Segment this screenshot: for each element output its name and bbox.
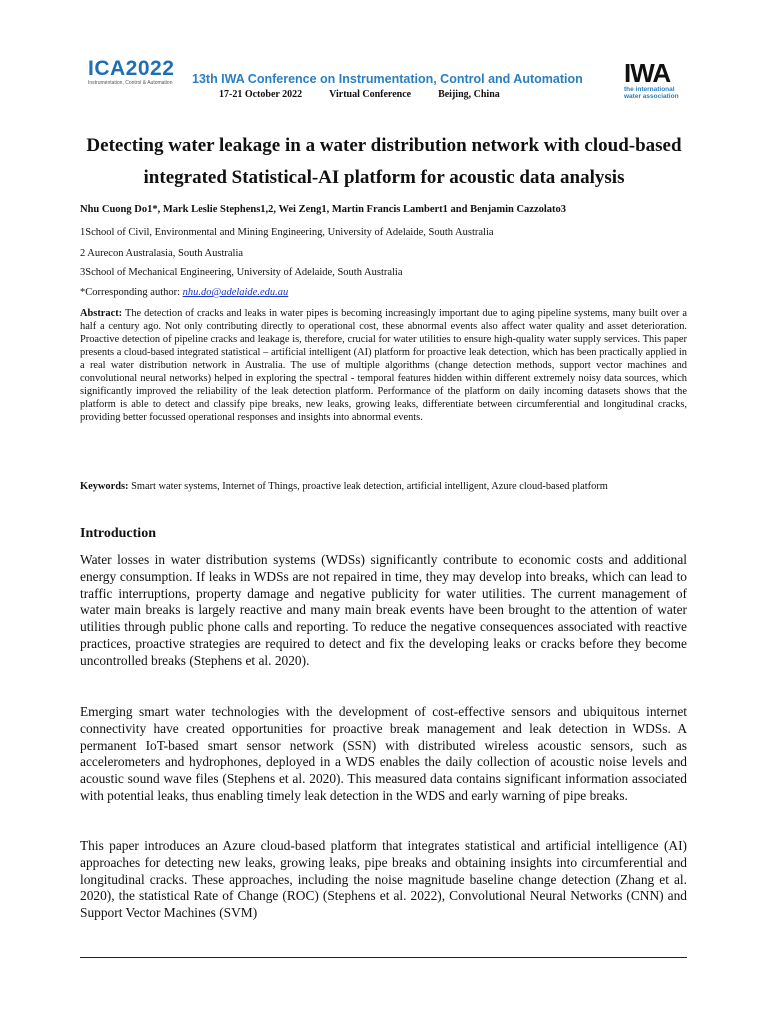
affiliation-1: 1School of Civil, Environmental and Mining Engineering, University of Adelaide, South Australia bbox=[80, 227, 494, 238]
iwa-tagline-1: the international bbox=[624, 86, 675, 93]
conference-title: 13th IWA Conference on Instrumentation, Control and Automation bbox=[192, 72, 583, 86]
conference-mode: Virtual Conference bbox=[329, 89, 412, 100]
paper-title: Detecting water leakage in a water distribution network with cloud-based integrated Statistical-AI platform for acoustic data analysis bbox=[86, 135, 682, 188]
keywords-label: Keywords: bbox=[80, 481, 129, 492]
introduction-heading: Introduction bbox=[80, 526, 156, 541]
intro-paragraph-1: Water losses in water distribution systems (WDSs) significantly contribute to economic costs and additional energy consumption. If leaks in WDSs are not repaired in time, they may develop into breaks, which can lead to traffic interruptions, property damage and negative publicity for water utilities. The current management of water main breaks is largely reactive and many main break events have been brought to the attention of water utilities through public phone calls and reporting. To reduce the negative consequences associated with reactive practices, proactive strategies are required to detect and fix the developing leaks or cracks before they become uncontrolled breaks (Stephens et al. 2020). bbox=[80, 552, 687, 668]
corresponding-email-link[interactable]: nhu.do@adelaide.edu.au bbox=[182, 287, 289, 298]
corresponding-author bbox=[80, 287, 688, 298]
affiliation-3: 3School of Mechanical Engineering, University of Adelaide, South Australia bbox=[80, 267, 403, 278]
intro-paragraph-3: This paper introduces an Azure cloud-based platform that integrates statistical and artificial intelligence (AI) approaches for detecting new leaks, growing leaks, pipe breaks and obtaining insights into circumferential and longitudinal cracks. These approaches, including the noise magnitude baseline change detection (Zhang et al. 2020), the statistical Rate of Change (ROC) (Stephens et al. 2022), Convolutional Neural Networks (CNN) and Support Vector Machines (SVM) bbox=[80, 838, 687, 921]
abstract-label: Abstract: bbox=[80, 308, 123, 319]
ica2022-logo bbox=[88, 58, 178, 100]
conference-location: Beijing, China bbox=[438, 89, 500, 100]
intro-paragraph-2: Emerging smart water technologies with the development of cost-effective sensors and ubiquitous internet connectivity have created opportunities for proactive break management and leak detection in WDSs. A permanent IoT-based smart sensor network (SSN) with distributed wireless acoustic sensors, such as accelerometers and hydrophones, deployed in a WDS enables the daily collection of acoustic noise levels and acoustic sound wave files (Stephens et al. 2020). This measured data contains significant information associated with potential leaks, thus enabling timely leak detection in the WDS and early warning of pipe breaks. bbox=[80, 704, 687, 803]
corresponding-label: *Corresponding author: bbox=[80, 287, 181, 298]
conference-info bbox=[219, 89, 500, 100]
author-list: Nhu Cuong Do1*, Mark Leslie Stephens1,2, Wei Zeng1, Martin Francis Lambert1 and Benjamin Cazzolato3 bbox=[80, 204, 567, 215]
keywords bbox=[80, 480, 687, 493]
iwa-logo bbox=[624, 60, 686, 106]
keywords-text: Smart water systems, Internet of Things, proactive leak detection, artificial intelligent, Azure cloud-based platform bbox=[131, 481, 608, 492]
ica-logo-text: ICA2022 bbox=[88, 57, 175, 80]
conference-date: 17-21 October 2022 bbox=[219, 89, 303, 100]
ica-logo-subtitle: Instrumentation, Control & Automation bbox=[88, 80, 173, 86]
abstract-text: The detection of cracks and leaks in water pipes is becoming increasingly important due to aging pipeline systems, many built over a half a century ago. Not only contributing directly to operational cost, these abnormal events also affect water quality and asset deterioration. Proactive detection of pipeline cracks and leakage is, therefore, crucial for water utilities to ensure high-quality water supply services. This paper presents a cloud-based integrated statistical – artificial intelligent (AI) platform for proactive leak detection, which has been practically applied in a real water distribution network in Australia. The use of multiple algorithms (change detection methods, support vector machines and convolutional neural networks) helped in exploring the spectral - temporal features hidden within different extremely noisy data sources, which significantly improved the reliability of the leak detection platform. Performance of the platform on daily incoming datasets shows that the platform is able to detect and classify pipe breaks, new leaks, growing leaks, differentiate between circumferential and longitudinal cracks, providing better focussed operational responses and insights into abnormal events. bbox=[80, 308, 687, 423]
abstract bbox=[80, 307, 687, 424]
conference-header bbox=[88, 58, 688, 108]
footer-divider bbox=[80, 957, 687, 958]
iwa-logo-text: IWA bbox=[624, 58, 671, 88]
iwa-tagline-2: water association bbox=[624, 93, 679, 100]
affiliation-2: 2 Aurecon Australasia, South Australia bbox=[80, 248, 244, 259]
